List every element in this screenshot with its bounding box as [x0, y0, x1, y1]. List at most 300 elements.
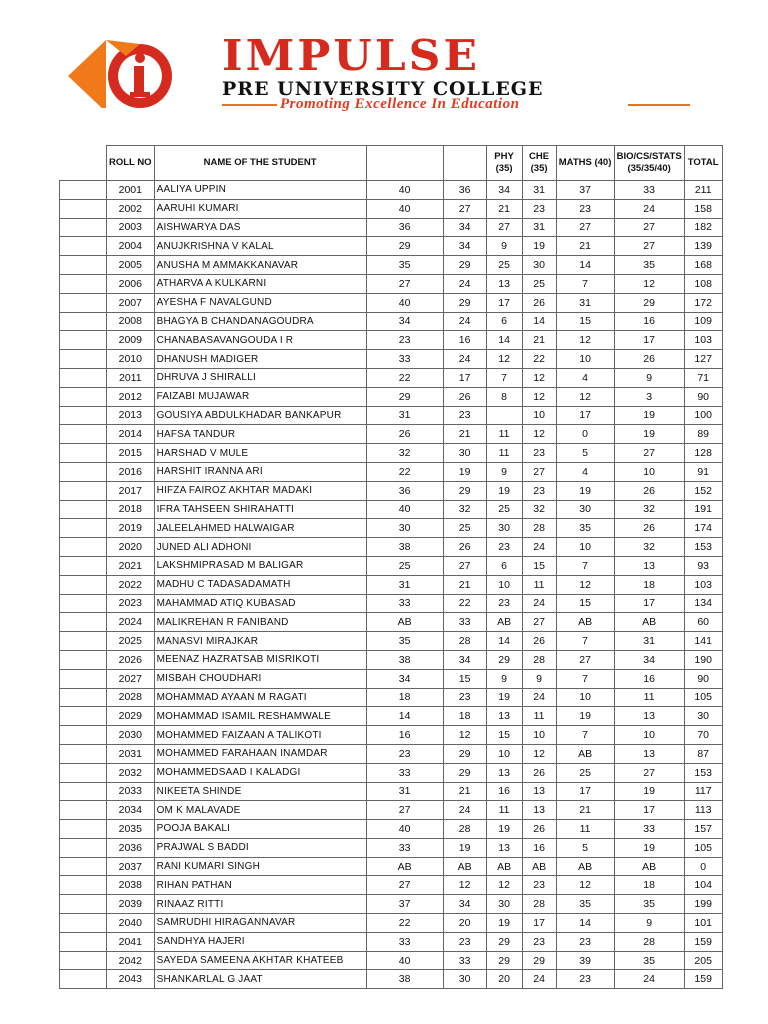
che-cell: 19: [522, 237, 556, 256]
score-1-cell: 31: [366, 782, 443, 801]
che-cell: 9: [522, 669, 556, 688]
score-1-cell: 38: [366, 650, 443, 669]
score-1-cell: AB: [366, 857, 443, 876]
score-2-cell: 34: [443, 218, 486, 237]
row-spacer-cell: [60, 763, 107, 782]
score-2-cell: 23: [443, 932, 486, 951]
roll-no-cell: 2043: [107, 970, 155, 989]
roll-no-cell: 2019: [107, 519, 155, 538]
che-cell: 11: [522, 575, 556, 594]
roll-no-cell: 2029: [107, 707, 155, 726]
che-cell: 23: [522, 199, 556, 218]
che-cell: 16: [522, 838, 556, 857]
score-2-cell: 29: [443, 481, 486, 500]
score-1-cell: 14: [366, 707, 443, 726]
maths-cell: 10: [556, 688, 614, 707]
student-name-cell: DHANUSH MADIGER: [154, 350, 366, 369]
phy-cell: 25: [486, 500, 522, 519]
phy-cell: [486, 406, 522, 425]
score-1-cell: 36: [366, 218, 443, 237]
student-name-cell: JALEELAHMED HALWAIGAR: [154, 519, 366, 538]
maths-cell: 15: [556, 594, 614, 613]
score-2-cell: 12: [443, 876, 486, 895]
score-1-cell: 40: [366, 199, 443, 218]
bio-cell: 24: [614, 199, 684, 218]
bio-cell: 11: [614, 688, 684, 707]
student-name-cell: GOUSIYA ABDULKHADAR BANKAPUR: [154, 406, 366, 425]
table-row: [60, 914, 723, 933]
roll-no-cell: 2022: [107, 575, 155, 594]
roll-no-cell: 2037: [107, 857, 155, 876]
page-header: [0, 0, 768, 140]
che-cell: 30: [522, 256, 556, 275]
row-spacer-cell: [60, 932, 107, 951]
maths-cell: 7: [556, 632, 614, 651]
row-spacer-cell: [60, 462, 107, 481]
maths-cell: 17: [556, 782, 614, 801]
total-cell: 101: [684, 914, 722, 933]
student-name-cell: BHAGYA B CHANDANAGOUDRA: [154, 312, 366, 331]
table-row: [60, 688, 723, 707]
che-cell: 31: [522, 218, 556, 237]
maths-cell: 0: [556, 425, 614, 444]
table-row: [60, 444, 723, 463]
row-spacer-cell: [60, 350, 107, 369]
row-spacer-cell: [60, 707, 107, 726]
col-header-blank-2: [443, 146, 486, 181]
roll-no-cell: 2032: [107, 763, 155, 782]
table-row: [60, 594, 723, 613]
phy-cell: 9: [486, 462, 522, 481]
total-cell: 90: [684, 387, 722, 406]
total-cell: 159: [684, 932, 722, 951]
score-2-cell: 24: [443, 274, 486, 293]
che-cell: 28: [522, 519, 556, 538]
che-cell: 26: [522, 763, 556, 782]
col-header-bio: BIO/CS/STATS (35/35/40): [614, 146, 684, 181]
score-1-cell: 36: [366, 481, 443, 500]
roll-no-cell: 2001: [107, 181, 155, 200]
phy-cell: 6: [486, 312, 522, 331]
table-row: [60, 387, 723, 406]
bio-cell: 17: [614, 331, 684, 350]
che-cell: 13: [522, 782, 556, 801]
total-cell: 103: [684, 331, 722, 350]
phy-cell: 19: [486, 820, 522, 839]
score-2-cell: 20: [443, 914, 486, 933]
roll-no-cell: 2025: [107, 632, 155, 651]
maths-cell: 11: [556, 820, 614, 839]
score-1-cell: 27: [366, 801, 443, 820]
total-cell: 157: [684, 820, 722, 839]
maths-cell: 7: [556, 726, 614, 745]
table-row: [60, 500, 723, 519]
score-2-cell: 28: [443, 820, 486, 839]
total-cell: 89: [684, 425, 722, 444]
bio-cell: 16: [614, 669, 684, 688]
bio-cell: 18: [614, 575, 684, 594]
phy-cell: 20: [486, 970, 522, 989]
student-name-cell: CHANABASAVANGOUDA I R: [154, 331, 366, 350]
roll-no-cell: 2002: [107, 199, 155, 218]
maths-cell: 21: [556, 237, 614, 256]
score-2-cell: 12: [443, 726, 486, 745]
total-cell: 134: [684, 594, 722, 613]
student-name-cell: MOHAMMEDSAAD I KALADGI: [154, 763, 366, 782]
che-cell: 24: [522, 688, 556, 707]
score-1-cell: 34: [366, 669, 443, 688]
roll-no-cell: 2040: [107, 914, 155, 933]
student-name-cell: ANUSHA M AMMAKKANAVAR: [154, 256, 366, 275]
score-1-cell: 38: [366, 538, 443, 557]
score-1-cell: 23: [366, 744, 443, 763]
score-2-cell: 33: [443, 951, 486, 970]
che-cell: 25: [522, 274, 556, 293]
roll-no-cell: 2008: [107, 312, 155, 331]
phy-cell: 13: [486, 274, 522, 293]
phy-cell: 8: [486, 387, 522, 406]
roll-no-cell: 2013: [107, 406, 155, 425]
total-cell: 117: [684, 782, 722, 801]
bio-cell: 19: [614, 782, 684, 801]
phy-cell: 23: [486, 594, 522, 613]
score-2-cell: 23: [443, 688, 486, 707]
student-name-cell: MOHAMMAD AYAAN M RAGATI: [154, 688, 366, 707]
table-row: [60, 951, 723, 970]
score-2-cell: 29: [443, 744, 486, 763]
roll-no-cell: 2021: [107, 556, 155, 575]
score-1-cell: 33: [366, 838, 443, 857]
maths-cell: 5: [556, 838, 614, 857]
bio-cell: 19: [614, 406, 684, 425]
phy-cell: 11: [486, 801, 522, 820]
bio-cell: AB: [614, 857, 684, 876]
phy-cell: 7: [486, 368, 522, 387]
score-1-cell: 18: [366, 688, 443, 707]
student-name-cell: ANUJKRISHNA V KALAL: [154, 237, 366, 256]
total-cell: 93: [684, 556, 722, 575]
bio-cell: 35: [614, 895, 684, 914]
bio-cell: 13: [614, 744, 684, 763]
table-row: [60, 726, 723, 745]
roll-no-cell: 2010: [107, 350, 155, 369]
score-1-cell: 22: [366, 914, 443, 933]
bio-cell: 17: [614, 594, 684, 613]
bio-cell: 3: [614, 387, 684, 406]
roll-no-cell: 2035: [107, 820, 155, 839]
roll-no-cell: 2011: [107, 368, 155, 387]
table-row: [60, 613, 723, 632]
total-cell: 105: [684, 688, 722, 707]
score-1-cell: 29: [366, 237, 443, 256]
student-name-cell: HAFSA TANDUR: [154, 425, 366, 444]
total-cell: 100: [684, 406, 722, 425]
phy-cell: 30: [486, 519, 522, 538]
table-row: [60, 199, 723, 218]
score-1-cell: 16: [366, 726, 443, 745]
maths-cell: 7: [556, 669, 614, 688]
table-row: [60, 425, 723, 444]
bio-cell: 35: [614, 256, 684, 275]
roll-no-cell: 2005: [107, 256, 155, 275]
col-header-maths: MATHS (40): [556, 146, 614, 181]
brand-name: IMPULSE: [222, 32, 480, 81]
phy-cell: 14: [486, 632, 522, 651]
tagline-rule-right: [628, 104, 690, 106]
roll-no-cell: 2007: [107, 293, 155, 312]
roll-no-cell: 2027: [107, 669, 155, 688]
score-2-cell: 29: [443, 256, 486, 275]
phy-cell: 29: [486, 951, 522, 970]
student-name-cell: MISBAH CHOUDHARI: [154, 669, 366, 688]
che-cell: 12: [522, 368, 556, 387]
col-header-name: NAME OF THE STUDENT: [154, 146, 366, 181]
maths-cell: 39: [556, 951, 614, 970]
total-cell: 153: [684, 538, 722, 557]
score-2-cell: 24: [443, 350, 486, 369]
bio-cell: 24: [614, 970, 684, 989]
score-1-cell: 27: [366, 876, 443, 895]
brand-subtitle: PRE UNIVERSITY COLLEGE: [222, 78, 544, 100]
total-cell: 103: [684, 575, 722, 594]
phy-cell: 11: [486, 425, 522, 444]
bio-cell: 16: [614, 312, 684, 331]
bio-cell: 18: [614, 876, 684, 895]
total-cell: 141: [684, 632, 722, 651]
student-name-cell: NIKEETA SHINDE: [154, 782, 366, 801]
total-cell: 60: [684, 613, 722, 632]
che-cell: 26: [522, 632, 556, 651]
score-2-cell: 15: [443, 669, 486, 688]
che-cell: 11: [522, 707, 556, 726]
score-1-cell: 23: [366, 331, 443, 350]
row-spacer-cell: [60, 744, 107, 763]
roll-no-cell: 2030: [107, 726, 155, 745]
col-header-roll: ROLL NO: [107, 146, 155, 181]
table-row: [60, 838, 723, 857]
marks-table-body: [60, 181, 723, 989]
total-cell: 190: [684, 650, 722, 669]
che-cell: 26: [522, 293, 556, 312]
bio-cell: 13: [614, 556, 684, 575]
phy-cell: 10: [486, 575, 522, 594]
phy-cell: AB: [486, 857, 522, 876]
table-row: [60, 782, 723, 801]
row-spacer-cell: [60, 406, 107, 425]
table-row: [60, 519, 723, 538]
bio-cell: 33: [614, 820, 684, 839]
table-row: [60, 970, 723, 989]
total-cell: 211: [684, 181, 722, 200]
roll-no-cell: 2036: [107, 838, 155, 857]
student-name-cell: AALIYA UPPIN: [154, 181, 366, 200]
bio-cell: AB: [614, 613, 684, 632]
score-2-cell: 21: [443, 575, 486, 594]
score-2-cell: 34: [443, 650, 486, 669]
table-row: [60, 650, 723, 669]
total-cell: 127: [684, 350, 722, 369]
maths-cell: 37: [556, 181, 614, 200]
bio-cell: 9: [614, 914, 684, 933]
che-cell: 23: [522, 444, 556, 463]
row-spacer-cell: [60, 500, 107, 519]
total-cell: 104: [684, 876, 722, 895]
impulse-i-logo-icon: [66, 36, 206, 108]
total-cell: 153: [684, 763, 722, 782]
maths-cell: AB: [556, 744, 614, 763]
score-2-cell: 29: [443, 293, 486, 312]
phy-cell: 12: [486, 350, 522, 369]
row-spacer-cell: [60, 387, 107, 406]
score-1-cell: 32: [366, 444, 443, 463]
bio-cell: 27: [614, 444, 684, 463]
bio-cell: 19: [614, 425, 684, 444]
score-2-cell: 21: [443, 782, 486, 801]
score-2-cell: 28: [443, 632, 486, 651]
total-cell: 30: [684, 707, 722, 726]
table-row: [60, 481, 723, 500]
row-spacer-cell: [60, 876, 107, 895]
roll-no-cell: 2017: [107, 481, 155, 500]
maths-cell: 31: [556, 293, 614, 312]
tagline-rule-left: [222, 104, 277, 106]
roll-no-cell: 2042: [107, 951, 155, 970]
score-2-cell: 19: [443, 462, 486, 481]
roll-no-cell: 2009: [107, 331, 155, 350]
roll-no-cell: 2012: [107, 387, 155, 406]
total-cell: 91: [684, 462, 722, 481]
che-cell: 12: [522, 387, 556, 406]
total-cell: 108: [684, 274, 722, 293]
roll-no-cell: 2033: [107, 782, 155, 801]
student-name-cell: ATHARVA A KULKARNI: [154, 274, 366, 293]
row-spacer-cell: [60, 688, 107, 707]
row-spacer-cell: [60, 951, 107, 970]
student-name-cell: SANDHYA HAJERI: [154, 932, 366, 951]
bio-cell: 9: [614, 368, 684, 387]
che-cell: 28: [522, 650, 556, 669]
che-cell: 10: [522, 406, 556, 425]
student-name-cell: HIFZA FAIROZ AKHTAR MADAKI: [154, 481, 366, 500]
student-name-cell: MALIKREHAN R FANIBAND: [154, 613, 366, 632]
row-spacer-cell: [60, 538, 107, 557]
score-1-cell: 29: [366, 387, 443, 406]
bio-cell: 27: [614, 237, 684, 256]
roll-no-cell: 2004: [107, 237, 155, 256]
phy-cell: 19: [486, 481, 522, 500]
phy-cell: 27: [486, 218, 522, 237]
score-1-cell: 35: [366, 256, 443, 275]
che-cell: 27: [522, 462, 556, 481]
row-spacer-cell: [60, 293, 107, 312]
total-cell: 199: [684, 895, 722, 914]
student-name-cell: RIHAN PATHAN: [154, 876, 366, 895]
student-name-cell: AISHWARYA DAS: [154, 218, 366, 237]
score-1-cell: 33: [366, 763, 443, 782]
bio-cell: 17: [614, 801, 684, 820]
row-spacer-cell: [60, 237, 107, 256]
roll-no-cell: 2028: [107, 688, 155, 707]
row-spacer-cell: [60, 368, 107, 387]
table-row: [60, 293, 723, 312]
maths-cell: 23: [556, 932, 614, 951]
score-2-cell: 24: [443, 312, 486, 331]
score-2-cell: 24: [443, 801, 486, 820]
che-cell: 31: [522, 181, 556, 200]
bio-cell: 27: [614, 763, 684, 782]
row-spacer-cell: [60, 782, 107, 801]
score-1-cell: 22: [366, 368, 443, 387]
bio-cell: 34: [614, 650, 684, 669]
student-name-cell: AYESHA F NAVALGUND: [154, 293, 366, 312]
maths-cell: AB: [556, 613, 614, 632]
total-cell: 172: [684, 293, 722, 312]
col-header-che: CHE (35): [522, 146, 556, 181]
row-spacer-cell: [60, 857, 107, 876]
bio-cell: 13: [614, 707, 684, 726]
total-cell: 128: [684, 444, 722, 463]
row-spacer-cell: [60, 274, 107, 293]
row-spacer-cell: [60, 613, 107, 632]
score-2-cell: 26: [443, 538, 486, 557]
table-row: [60, 274, 723, 293]
row-spacer-cell: [60, 726, 107, 745]
student-name-cell: RINAAZ RITTI: [154, 895, 366, 914]
che-cell: 27: [522, 613, 556, 632]
student-name-cell: SHANKARLAL G JAAT: [154, 970, 366, 989]
che-cell: 21: [522, 331, 556, 350]
row-spacer-cell: [60, 331, 107, 350]
bio-cell: 29: [614, 293, 684, 312]
bio-cell: 26: [614, 519, 684, 538]
student-name-cell: MOHAMMED FAIZAAN A TALIKOTI: [154, 726, 366, 745]
col-header-phy: PHY (35): [486, 146, 522, 181]
score-2-cell: AB: [443, 857, 486, 876]
phy-cell: 13: [486, 763, 522, 782]
row-spacer-cell: [60, 914, 107, 933]
student-name-cell: MEENAZ HAZRATSAB MISRIKOTI: [154, 650, 366, 669]
che-cell: 24: [522, 970, 556, 989]
che-cell: 24: [522, 538, 556, 557]
student-name-cell: MADHU C TADASADAMATH: [154, 575, 366, 594]
score-2-cell: 26: [443, 387, 486, 406]
score-1-cell: AB: [366, 613, 443, 632]
score-2-cell: 34: [443, 237, 486, 256]
che-cell: 13: [522, 801, 556, 820]
maths-cell: 4: [556, 368, 614, 387]
student-name-cell: OM K MALAVADE: [154, 801, 366, 820]
maths-cell: 23: [556, 199, 614, 218]
table-row: [60, 538, 723, 557]
phy-cell: 21: [486, 199, 522, 218]
table-row: [60, 632, 723, 651]
bio-cell: 33: [614, 181, 684, 200]
score-1-cell: 25: [366, 556, 443, 575]
row-spacer-cell: [60, 801, 107, 820]
phy-cell: 9: [486, 669, 522, 688]
student-name-cell: AARUHI KUMARI: [154, 199, 366, 218]
score-1-cell: 30: [366, 519, 443, 538]
table-row: [60, 932, 723, 951]
maths-cell: 15: [556, 312, 614, 331]
roll-no-cell: 2014: [107, 425, 155, 444]
roll-no-cell: 2038: [107, 876, 155, 895]
phy-cell: 34: [486, 181, 522, 200]
student-name-cell: MANASVI MIRAJKAR: [154, 632, 366, 651]
phy-cell: 14: [486, 331, 522, 350]
table-row: [60, 181, 723, 200]
student-name-cell: HARSHIT IRANNA ARI: [154, 462, 366, 481]
